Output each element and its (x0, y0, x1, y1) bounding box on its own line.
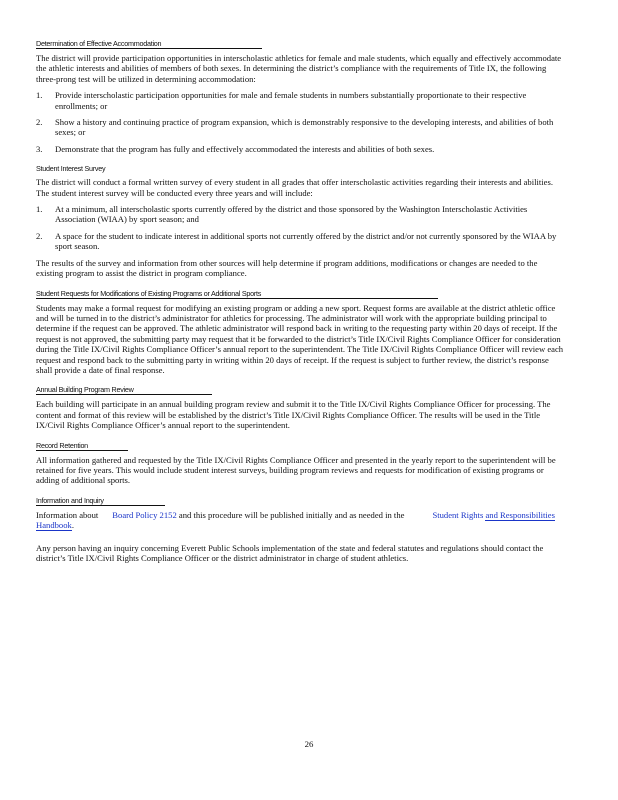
section-information-inquiry (36, 495, 564, 564)
list-number: 2. (36, 117, 43, 128)
paragraph: The district will conduct a formal written survey of every student in all grades that offer interscholastic activities regarding their interests and abilities. The student interest survey will be conducted every three years and will include: (36, 177, 553, 198)
period: . (71, 520, 74, 531)
paragraph: Each building will participate in an annual building program review and submit it to the Title IX/Civil Rights Compliance Officer for processing. The content and format of this review will be established by the district’s Title IX/Civil Rights Compliance Officer. The results will be used in the Title IX/Civil Rights Compliance Officer’s annual report to the superintendent. (36, 399, 551, 431)
list-number: 2. (36, 230, 43, 241)
list-item (36, 117, 564, 138)
student-rights-link[interactable]: Student Rights (432, 509, 484, 520)
handbook-link[interactable]: and Responsibilities Handbook (36, 509, 555, 531)
section-annual-review (36, 384, 564, 430)
section-student-interest-survey (36, 163, 564, 278)
list-text: A space for the student to indicate interest in additional sports not currently offered by the district and/or not currently sponsored by the WIAA by sport season. (55, 230, 557, 252)
list-item (36, 90, 564, 111)
list-text: Show a history and continuing practice of program expansion, which is demonstrably responsive to the developing interests, and abilities of both sexes; or (55, 117, 554, 138)
list-number: 1. (36, 90, 43, 101)
paragraph (36, 510, 564, 531)
paragraph: Any person having an inquiry concerning Everett Public Schools implementation of the state and federal statutes and regulations should contact the district’s Title IX/Civil Rights Compliance Officer or the district administrator in charge of student athletics. (36, 542, 544, 563)
numbered-list (36, 204, 564, 252)
paragraph: The district will provide participation opportunities in interscholastic athletics for female and male students, which equally and effectively accommodate the athletic interests and abilities of members of both sexes. In determining the district’s compliance with the requirements of Title IX, the following three-prong test will be utilized in determining accommodation: (36, 53, 562, 84)
list-item (36, 204, 564, 225)
numbered-list (36, 90, 564, 154)
section-effective-accommodation (36, 38, 564, 154)
list-item (36, 231, 564, 252)
page-number: 26 (304, 739, 314, 749)
list-item (36, 144, 564, 154)
section-record-retention (36, 440, 564, 486)
paragraph: Students may make a formal request for modifying an existing program or adding a new sport. Request forms are available at the district athletic office and will be turned in to the district’s administrator for athletics for processing. The administrator will work with the appropriate building principal to determine if the request can be approved. The athletic administrator will respond back in writing to the requesting party within 20 days of receipt. If the request is not approved, the submitting party may request that it be forwarded to the district’s Title IX/Civil Rights Compliance Officer for consideration during the Title IX/Civil Rights Compliance Officer’s annual report to the superintendent. The Title IX/Civil Rights Compliance Officer will review each request and respond back to the submitting party in writing within 20 days of receipt. If the request is subject to further review, the district’s response shall provide a date of final response. (36, 302, 564, 375)
list-text: Demonstrate that the program has fully and effectively accommodated the interests and abilities of both sexes. (55, 143, 435, 154)
list-number: 1. (36, 204, 43, 215)
paragraph: All information gathered and requested by the Title IX/Civil Rights Compliance Officer and presented in the yearly report to the superintendent will be retained for five years. This would include student interest surveys, building program reviews and requests for modification of existing programs or adding of additional sports. (36, 454, 556, 486)
section-student-requests (36, 288, 564, 376)
list-text: At a minimum, all interscholastic sports currently offered by the district and those sponsored by the Washington Interscholastic Activities Association (WIAA) by sport season; and (55, 204, 528, 225)
section-heading: Student Interest Survey (36, 164, 106, 174)
section-heading: Record Retention (36, 441, 128, 451)
paragraph: The results of the survey and information from other sources will help determine if program additions, modifications or changes are needed to the existing program to assist the district in program compliance. (36, 257, 538, 279)
inquiry-middle-text: and this procedure will be published initially and as needed in the (178, 509, 405, 520)
board-policy-link[interactable]: Board Policy 2152 (112, 509, 177, 520)
list-number: 3. (36, 143, 43, 154)
document-page (36, 38, 564, 572)
section-heading: Information and Inquiry (36, 496, 165, 506)
section-heading: Annual Building Program Review (36, 385, 212, 395)
section-heading: Student Requests for Modifications of Existing Programs or Additional Sports (36, 289, 438, 299)
inquiry-lead-text: Information about (36, 509, 99, 520)
list-text: Provide interscholastic participation opportunities for male and female students in numbers substantially proportionate to their respective enrollments; or (55, 90, 527, 111)
section-heading: Determination of Effective Accommodation (36, 39, 262, 49)
